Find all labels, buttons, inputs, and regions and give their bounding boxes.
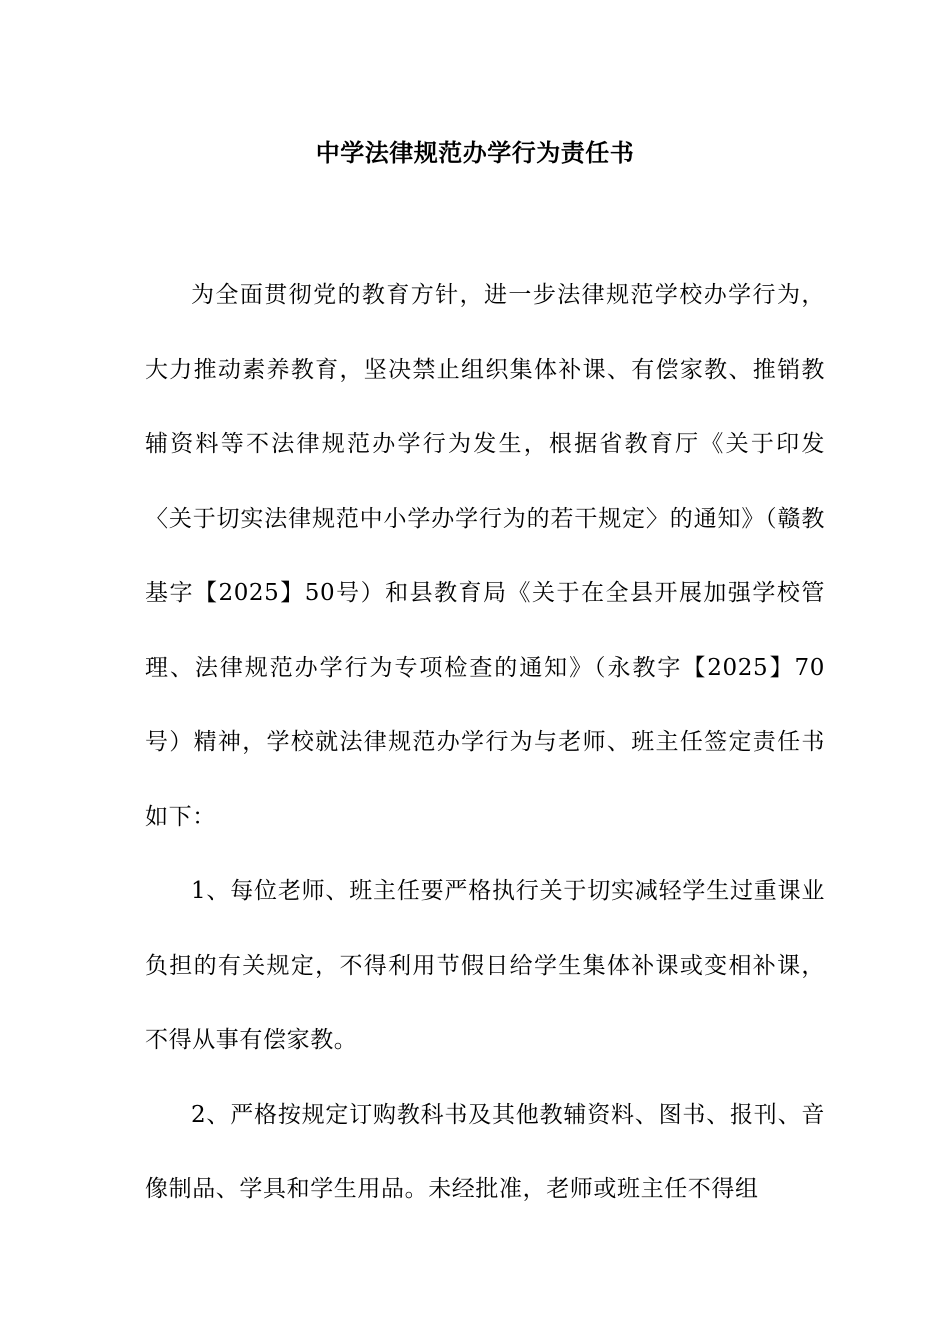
document-body	[145, 258, 825, 1227]
paragraph-item-1: 1、每位老师、班主任要严格执行关于切实减轻学生过重课业负担的有关规定，不得利用节假日给学生集体补课或变相补课，不得从事有偿家教。	[145, 878, 825, 1053]
paragraph-intro: 为全面贯彻党的教育方针，进一步法律规范学校办学行为，大力推动素养教育，坚决禁止组织集体补课、有偿家教、推销教辅资料等不法律规范办学行为发生，根据省教育厅《关于印发〈关于切实法律规范中小学办学行为的若干规定〉的通知》（赣教基字【2025】50号）和县教育局《关于在全县开展加强学校管理、法律规范办学行为专项检查的通知》（永教字【2025】70号）精神，学校就法律规范办学行为与老师、班主任签定责任书如下：	[145, 282, 825, 830]
document-title: 中学法律规范办学行为责任书	[315, 138, 635, 167]
paragraph-item-2: 2、严格按规定订购教科书及其他教辅资料、图书、报刊、音像制品、学具和学生用品。未经批准，老师或班主任不得组	[145, 1101, 825, 1202]
